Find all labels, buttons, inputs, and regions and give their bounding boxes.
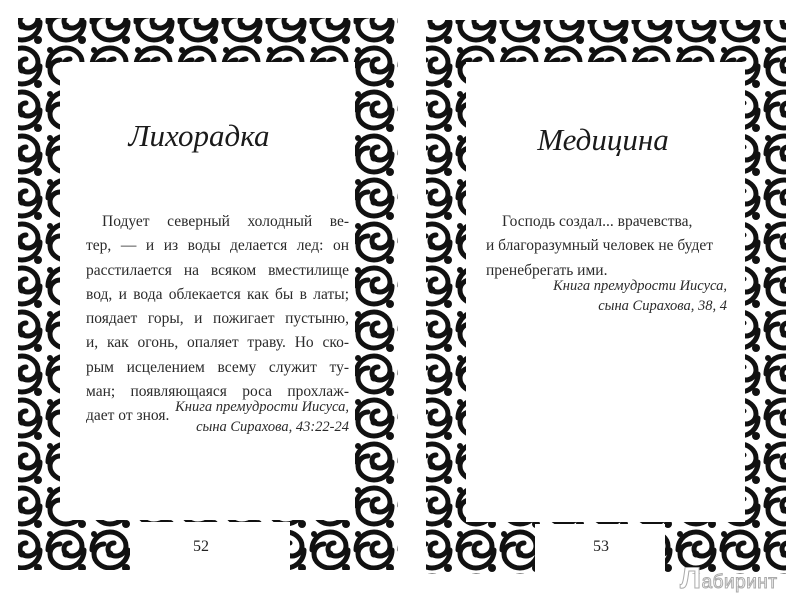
source-line: сына Сирахова, 43:22-24 (196, 419, 349, 435)
source-citation (510, 276, 727, 316)
text-line: ман; появляющаяся роса прохлаж- (86, 383, 349, 401)
source-line: сына Сирахова, 38, 4 (598, 298, 727, 314)
body-text (86, 210, 349, 429)
text-line: поядает горы, и пожигает пустыню, (86, 310, 349, 328)
source-line: Книга премудрости Иисуса, (553, 278, 727, 294)
text-line: вод, и вода облекается как бы в латы; (86, 285, 349, 303)
page-number: 52 (193, 538, 209, 555)
watermark-text: абиринт (701, 572, 778, 593)
right-page (410, 0, 800, 609)
page-number: 53 (593, 538, 609, 555)
text-line: и благоразумный человек не будет (486, 237, 713, 255)
text-line: дает от зноя. (86, 407, 170, 425)
text-line: расстилается на всяком вместилище (86, 261, 349, 279)
text-line: пренебрегать ими. (486, 261, 608, 279)
text-line: Подует северный холодный ве- (102, 213, 349, 230)
watermark-initial: Л (680, 562, 702, 595)
text-line: Господь создал... врачевства, (502, 213, 693, 230)
source-line: Книга премудрости Иисуса, (175, 399, 349, 415)
watermark-logo (680, 562, 778, 596)
chapter-title: Медицина (537, 122, 669, 157)
chapter-title: Лихорадка (128, 118, 270, 153)
source-citation (120, 397, 349, 437)
text-line: и, как огонь, опаляет траву. Но ско- (86, 334, 349, 352)
body-text (486, 210, 741, 283)
text-line: рым исцелением всему служит ту- (86, 358, 349, 376)
text-line: тер, — и из воды делается лед: он (86, 237, 349, 255)
